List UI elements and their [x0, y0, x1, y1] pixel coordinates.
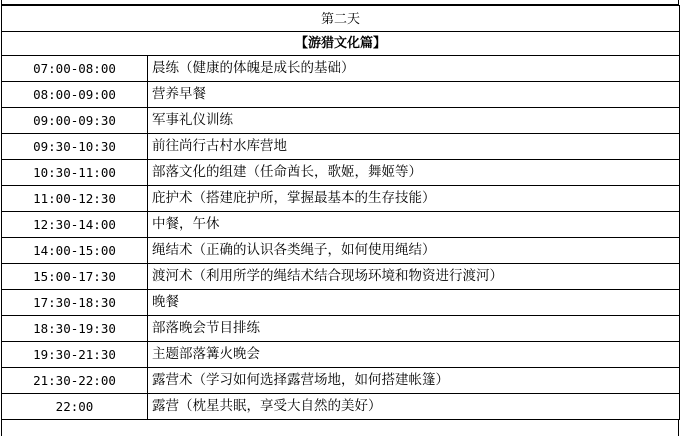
time-cell: 15:00-17:30	[2, 264, 148, 290]
schedule-sheet	[1, 0, 679, 422]
activity-cell: 露营术（学习如何选择露营场地，如何搭建帐篷）	[148, 368, 680, 394]
time-cell: 10:30-11:00	[2, 160, 148, 186]
time-cell: 18:30-19:30	[2, 316, 148, 342]
schedule-row	[2, 316, 680, 342]
time-cell: 07:00-08:00	[2, 56, 148, 82]
activity-cell: 部落晚会节目排练	[148, 316, 680, 342]
activity-cell: 晚餐	[148, 290, 680, 316]
schedule-row	[2, 238, 680, 264]
activity-cell: 军事礼仪训练	[148, 108, 680, 134]
activity-cell: 中餐，午休	[148, 212, 680, 238]
header-row-theme	[2, 32, 680, 56]
theme-title: 【游猎文化篇】	[2, 32, 680, 56]
next-row-edge	[1, 420, 679, 436]
time-cell: 08:00-09:00	[2, 82, 148, 108]
schedule-row	[2, 342, 680, 368]
time-cell: 12:30-14:00	[2, 212, 148, 238]
activity-cell: 庇护术（搭建庇护所，掌握最基本的生存技能）	[148, 186, 680, 212]
activity-cell: 露营（枕星共眠，享受大自然的美好）	[148, 394, 680, 420]
time-cell: 22:00	[2, 394, 148, 420]
schedule-row	[2, 56, 680, 82]
schedule-row	[2, 82, 680, 108]
schedule-row	[2, 134, 680, 160]
time-cell: 09:30-10:30	[2, 134, 148, 160]
schedule-row	[2, 108, 680, 134]
time-cell: 21:30-22:00	[2, 368, 148, 394]
activity-cell: 主题部落篝火晚会	[148, 342, 680, 368]
time-cell: 14:00-15:00	[2, 238, 148, 264]
activity-cell: 绳结术（正确的认识各类绳子，如何使用绳结）	[148, 238, 680, 264]
time-cell: 11:00-12:30	[2, 186, 148, 212]
header-row-day	[2, 6, 680, 32]
activity-cell: 前往尚行古村水库营地	[148, 134, 680, 160]
schedule-row	[2, 264, 680, 290]
schedule-row	[2, 160, 680, 186]
schedule-row	[2, 186, 680, 212]
schedule-row	[2, 368, 680, 394]
activity-cell: 营养早餐	[148, 82, 680, 108]
time-cell: 09:00-09:30	[2, 108, 148, 134]
activity-cell: 部落文化的组建（任命酋长，歌姬，舞姬等）	[148, 160, 680, 186]
activity-cell: 晨练（健康的体魄是成长的基础）	[148, 56, 680, 82]
activity-cell: 渡河术（利用所学的绳结术结合现场环境和物资进行渡河）	[148, 264, 680, 290]
schedule-row	[2, 394, 680, 420]
time-cell: 19:30-21:30	[2, 342, 148, 368]
schedule-row	[2, 212, 680, 238]
schedule-table	[1, 5, 680, 420]
time-cell: 17:30-18:30	[2, 290, 148, 316]
day-title: 第二天	[2, 6, 680, 32]
schedule-row	[2, 290, 680, 316]
